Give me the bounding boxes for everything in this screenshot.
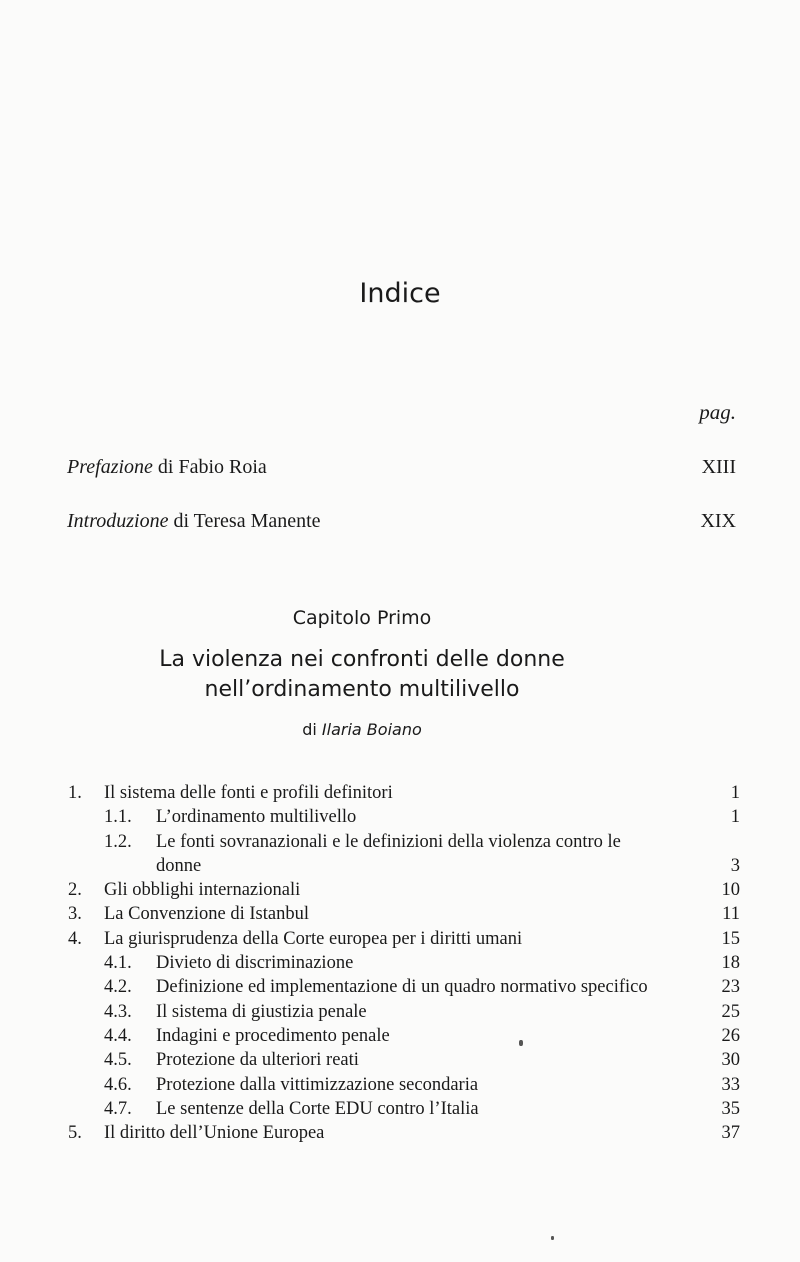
entry-title: L’ordinamento multilivello <box>156 807 357 828</box>
entry-title: Indagini e procedimento penale <box>156 1025 390 1046</box>
toc-entry <box>66 1121 740 1145</box>
entry-number: 3. <box>68 904 82 925</box>
toc-entry <box>66 927 740 951</box>
ink-speck <box>551 1236 554 1240</box>
toc-entry <box>66 1073 740 1097</box>
entry-page: 25 <box>721 1001 740 1022</box>
entry-number: 1.1. <box>104 807 132 828</box>
entry-title: Definizione ed implementazione di un quadro normativo specifico <box>156 977 648 998</box>
entry-title: Il sistema di giustizia penale <box>156 1001 367 1022</box>
chapter-title-line-2: nell’ordinamento multilivello <box>204 677 520 702</box>
toc-entry <box>66 1024 740 1048</box>
entry-page: XIX <box>700 510 736 532</box>
toc-entry <box>66 878 740 902</box>
entry-title: Divieto di discriminazione <box>156 953 354 974</box>
entry-page: 37 <box>721 1123 740 1144</box>
entry-title: Gli obblighi internazionali <box>104 880 301 901</box>
entry-title: Protezione dalla vittimizzazione secondaria <box>156 1074 479 1095</box>
entry-page: 18 <box>721 953 740 974</box>
entry-number: 4.7. <box>104 1098 132 1119</box>
entry-page: XIII <box>701 456 736 478</box>
entry-number: 4.4. <box>104 1025 132 1046</box>
entry-title: La giurisprudenza della Corte europea per i diritti umani <box>104 928 523 949</box>
entry-number: 1. <box>68 783 82 803</box>
entry-title: Il sistema delle fonti e profili definitori <box>104 783 393 803</box>
table-of-contents <box>66 781 740 1145</box>
entry-page: 33 <box>721 1074 740 1095</box>
front-matter-entry-preface <box>67 456 736 479</box>
entry-title: Le fonti sovranazionali e le definizioni della violenza contro le donne <box>156 831 621 876</box>
entry-title: Prefazione di Fabio Roia <box>67 456 267 478</box>
entry-page: 23 <box>721 977 740 998</box>
toc-entry <box>66 951 740 975</box>
entry-title: Il diritto dell’Unione Europea <box>104 1123 325 1144</box>
entry-page: 1 <box>730 783 740 803</box>
chapter-title-line-1: La violenza nei confronti delle donne <box>159 647 565 672</box>
entry-number: 4.1. <box>104 953 132 974</box>
entry-number: 4.3. <box>104 1001 132 1022</box>
entry-number: 4.5. <box>104 1050 132 1071</box>
entry-number: 5. <box>68 1123 82 1144</box>
toc-entry <box>66 902 740 926</box>
toc-entry <box>66 805 740 829</box>
entry-page: 3 <box>730 855 740 876</box>
toc-entry <box>66 1048 740 1072</box>
chapter-author: di Ilaria Boiano <box>302 720 422 739</box>
entry-page: 10 <box>721 880 740 901</box>
toc-entry <box>66 830 740 879</box>
page-column-label: pag. <box>699 400 736 424</box>
entry-title: Le sentenze della Corte EDU contro l’Italia <box>156 1098 479 1119</box>
chapter-kicker: Capitolo Primo <box>292 607 432 629</box>
entry-page: 35 <box>721 1098 740 1119</box>
entry-title: La Convenzione di Istanbul <box>104 904 309 925</box>
page-title: Indice <box>359 278 441 309</box>
entry-page: 30 <box>721 1050 740 1071</box>
entry-page: 15 <box>721 928 740 949</box>
entry-page: 1 <box>730 807 740 828</box>
toc-entry <box>66 1097 740 1121</box>
entry-number: 2. <box>68 880 82 901</box>
entry-title: Introduzione di Teresa Manente <box>67 510 321 532</box>
entry-page: 11 <box>722 904 740 925</box>
toc-entry <box>66 975 740 999</box>
entry-number: 4.6. <box>104 1074 132 1095</box>
toc-entry <box>66 781 740 805</box>
entry-number: 4. <box>68 928 82 949</box>
toc-entry <box>66 1000 740 1024</box>
front-matter-entry-introduction <box>67 510 736 533</box>
entry-number: 1.2. <box>104 831 132 852</box>
entry-page: 26 <box>721 1025 740 1046</box>
chapter-title <box>0 645 724 705</box>
entry-number: 4.2. <box>104 977 132 998</box>
ink-speck <box>519 1040 523 1046</box>
entry-title: Protezione da ulteriori reati <box>156 1050 359 1071</box>
